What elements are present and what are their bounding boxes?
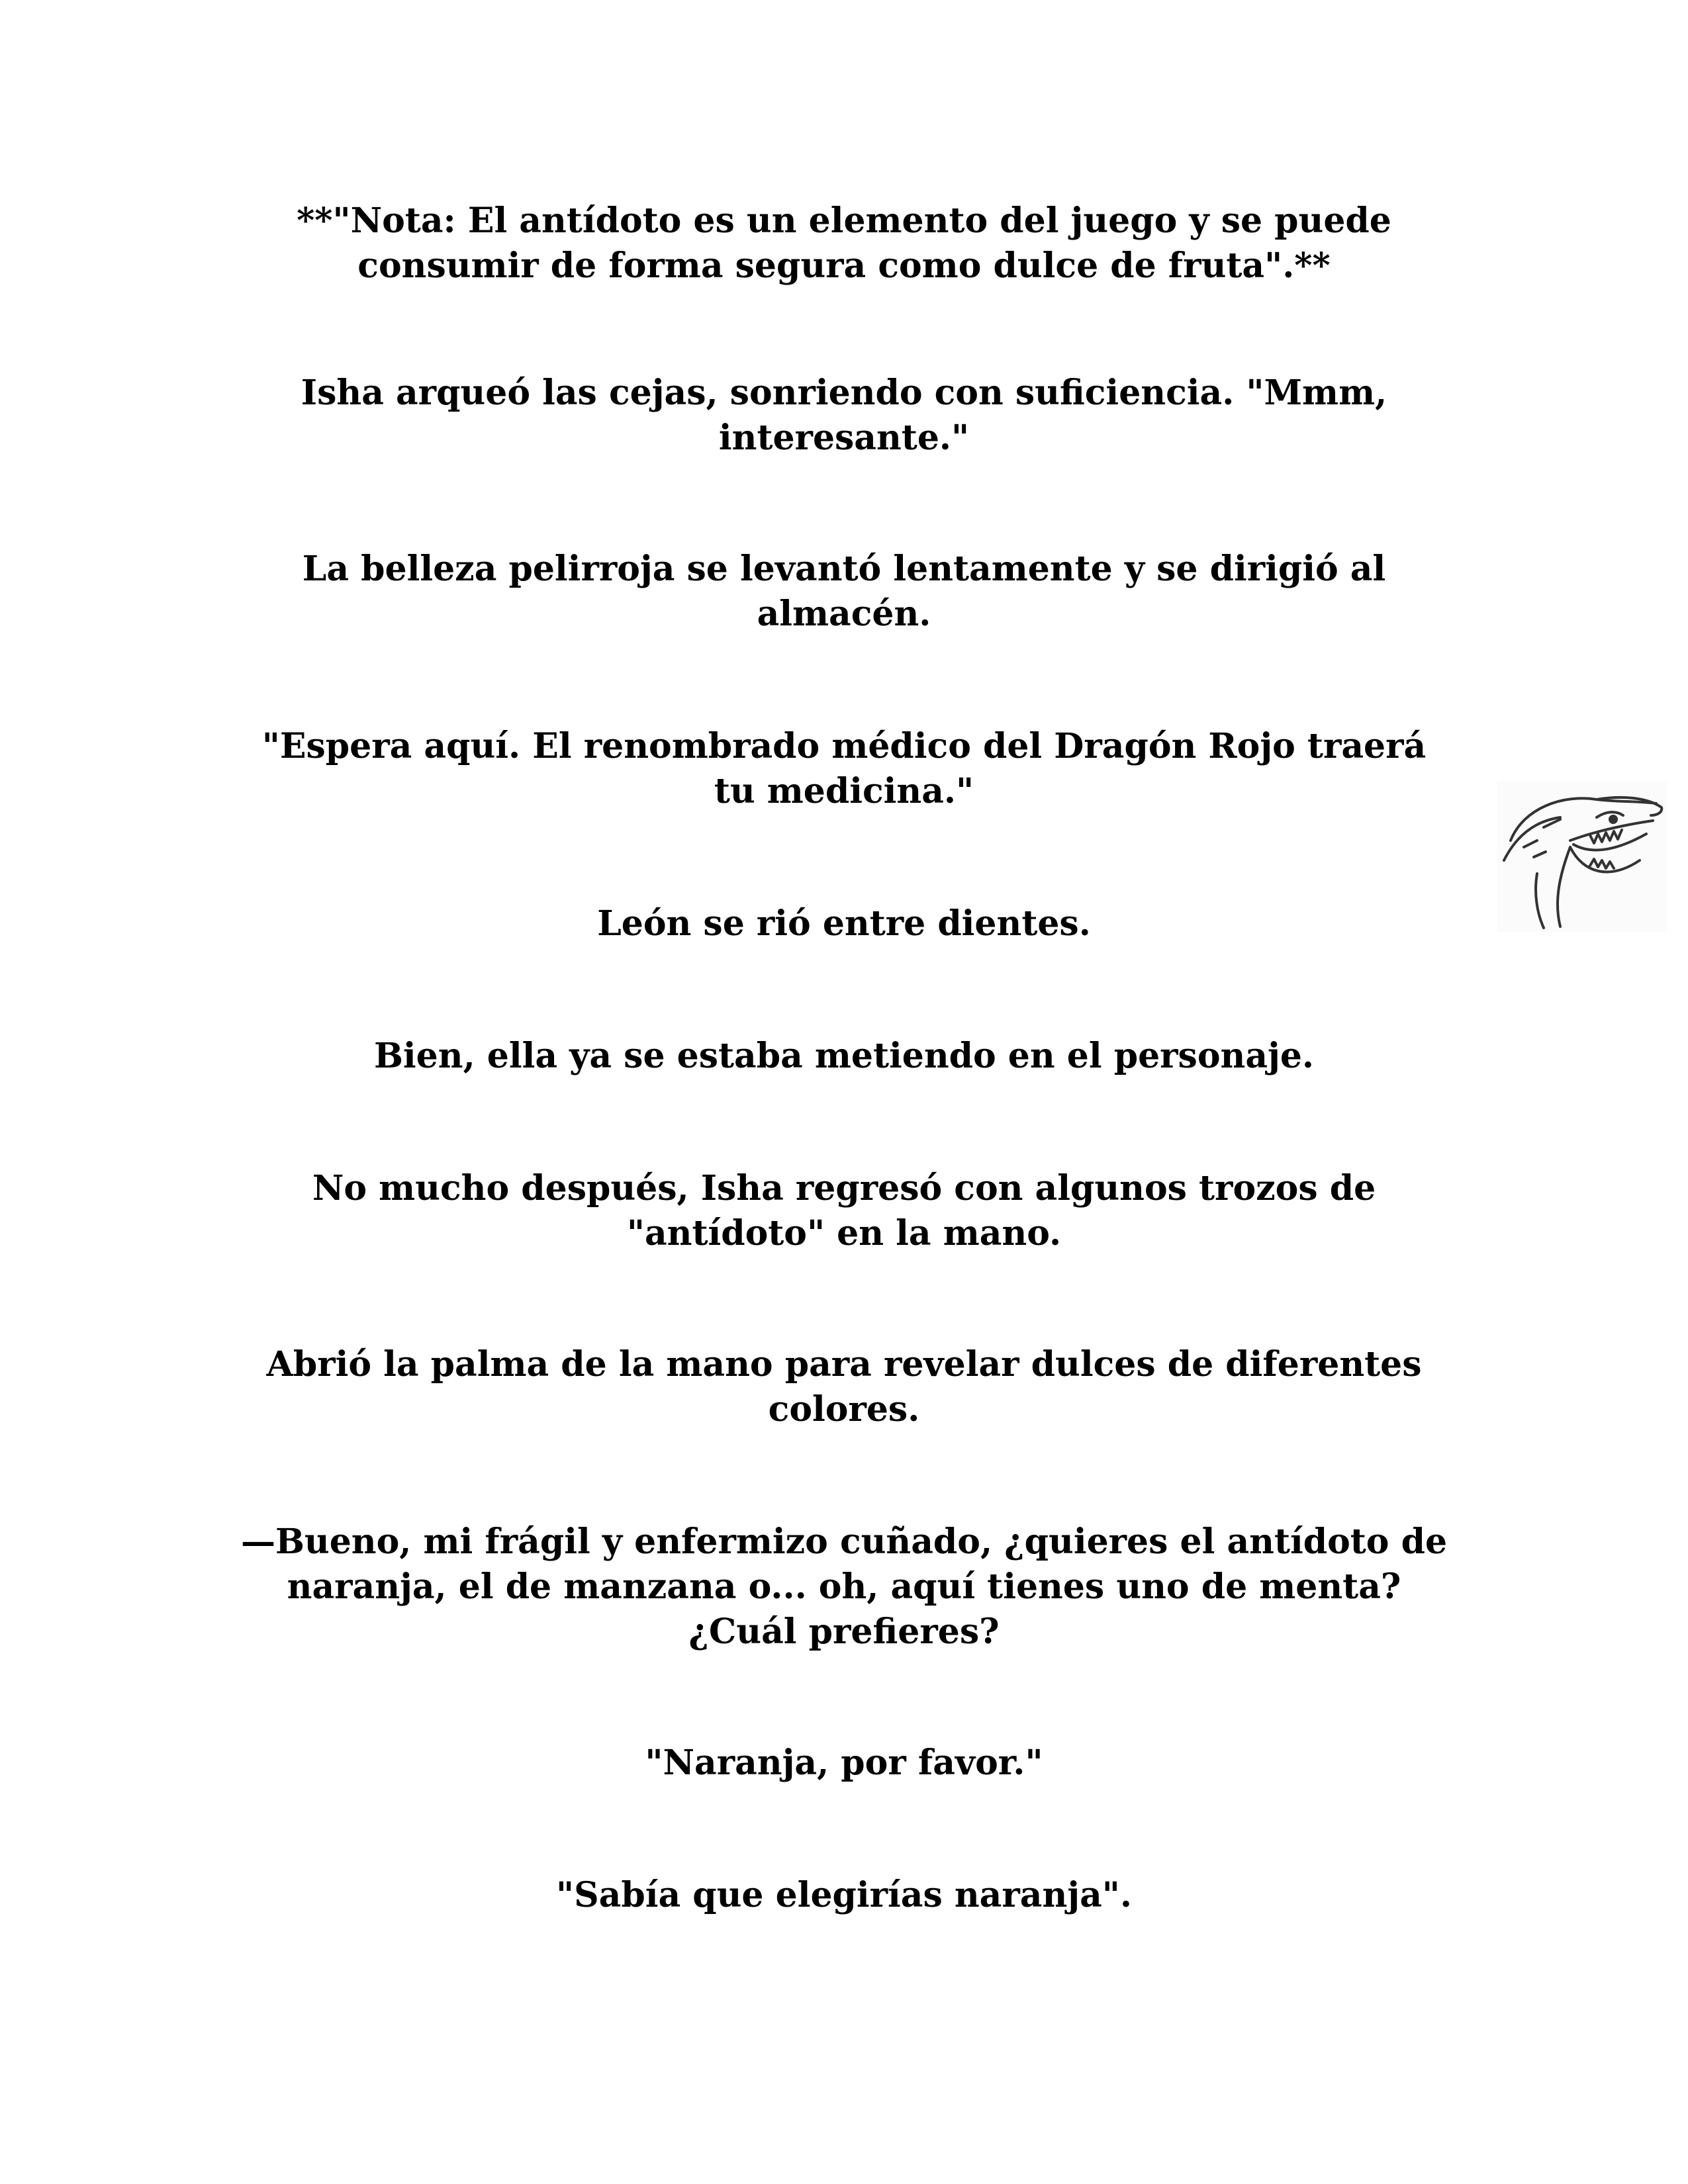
paragraph-line: colores. bbox=[768, 1389, 920, 1430]
paragraph-line: "Sabía que elegirías naranja". bbox=[556, 1875, 1132, 1915]
paragraph-line: Abrió la palma de la mano para revelar dulces de diferentes bbox=[266, 1344, 1422, 1385]
paragraph-note bbox=[205, 199, 1483, 289]
paragraph-line: naranja, el de manzana o... oh, aquí tienes uno de menta? bbox=[287, 1567, 1401, 1607]
paragraph-line: León se rió entre dientes. bbox=[597, 903, 1091, 944]
paragraph-wait-here bbox=[205, 724, 1483, 814]
dinosaur-head-sketch-icon bbox=[1497, 781, 1667, 932]
paragraph-open-palm bbox=[205, 1342, 1483, 1432]
paragraph-line: almacén. bbox=[757, 594, 931, 634]
paragraph-line: "Naranja, por favor." bbox=[645, 1743, 1043, 1783]
paragraph-line: Isha arqueó las cejas, sonriendo con suficiencia. "Mmm, bbox=[301, 373, 1387, 413]
paragraph-line: ¿Cuál prefieres? bbox=[688, 1612, 1000, 1652]
paragraph-line: —Bueno, mi frágil y enfermizo cuñado, ¿quieres el antídoto de bbox=[240, 1522, 1448, 1562]
paragraph-orange-please bbox=[205, 1741, 1483, 1786]
paragraph-line: "antídoto" en la mano. bbox=[626, 1213, 1062, 1253]
paragraph-line: tu medicina." bbox=[714, 771, 974, 811]
paragraph-redhead-stands bbox=[205, 547, 1483, 637]
paragraph-leon-chuckles bbox=[205, 901, 1483, 946]
paragraph-isha-returns bbox=[205, 1166, 1483, 1256]
paragraph-line: La belleza pelirroja se levantó lentamente y se dirigió al bbox=[302, 549, 1386, 589]
paragraph-isha-eyebrows bbox=[205, 371, 1483, 461]
paragraph-line: No mucho después, Isha regresó con algunos trozos de bbox=[312, 1168, 1376, 1208]
paragraph-line: interesante." bbox=[718, 418, 970, 458]
paragraph-line: **"Nota: El antídoto es un elemento del juego y se puede bbox=[297, 201, 1391, 241]
paragraph-which-antidote bbox=[205, 1520, 1483, 1655]
paragraph-line: "Espera aquí. El renombrado médico del Dragón Rojo traerá bbox=[261, 726, 1427, 766]
paragraph-in-character bbox=[205, 1034, 1483, 1079]
paragraph-line: consumir de forma segura como dulce de fruta".** bbox=[357, 246, 1331, 286]
paragraph-line: Bien, ella ya se estaba metiendo en el personaje. bbox=[373, 1036, 1315, 1076]
paragraph-knew-orange bbox=[205, 1873, 1483, 1918]
